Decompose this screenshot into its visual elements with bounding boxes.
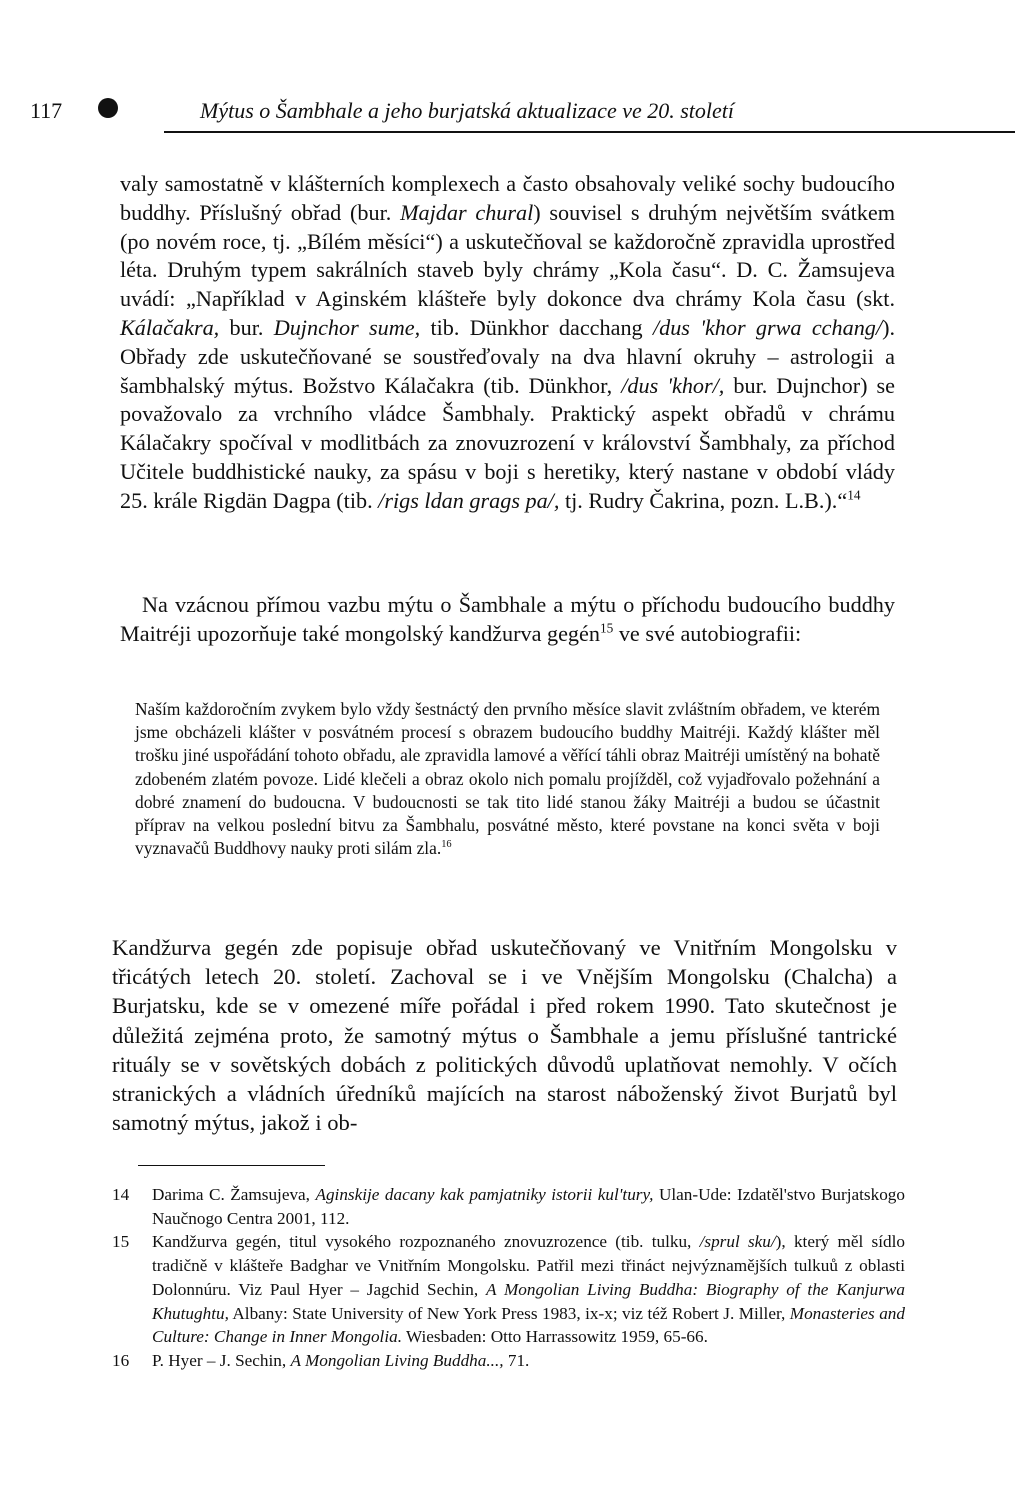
footnote-16 — [112, 1349, 905, 1373]
footnote-ref-14[interactable]: 14 — [847, 487, 861, 503]
page-number: 117 — [30, 98, 63, 123]
footnote-ref-15[interactable]: 15 — [599, 620, 614, 636]
footnote-number: 15 — [112, 1232, 130, 1252]
footnote-rule — [138, 1165, 325, 1166]
bullet-icon — [98, 98, 118, 118]
footnote-text: Darima C. Žamsujeva, Aginskije dacany kak pamjatniky istorii kul'tury, Ulan-Ude: Izdatěl'stvo Burjatskogo Naučnogo Centra 2001, 112. — [152, 1185, 905, 1228]
text-run: ve své autobiografii: — [613, 620, 802, 646]
footnote-text: P. Hyer – J. Sechin, A Mongolian Living Buddha..., 71. — [152, 1350, 530, 1370]
text-run: ). Obřady zde uskutečňované se soustřeďovaly na dva hlavní okruhy – astrologii a šambhalský mýtus. Božstvo Kálačakra (tib. Dünkhor, — [120, 314, 895, 398]
header-rule — [164, 131, 1015, 133]
block-quote — [135, 698, 880, 860]
italic-term: /dus 'khor/, — [621, 372, 725, 398]
running-header — [30, 98, 1015, 138]
paragraph-1 — [120, 170, 895, 516]
text-run: tib. Dünkhor dacchang — [420, 314, 653, 340]
paragraph-2 — [120, 591, 895, 649]
footnote-15 — [112, 1230, 905, 1349]
text-run: bur. Dujnchor) se považovalo za vrchního vládce Šambhaly. Praktický aspekt obřadů v chrámu Kálačakry spočíval v modlitbách za znovuzrození v království Šambhaly, za příchod Učitele buddhistické nauky, za spásu v boji s heretiky, který nastane v období vlády 25. krále Rigdän Dagpa (tib. — [120, 372, 895, 513]
footnotes — [112, 1183, 905, 1373]
italic-term: Dujnchor sume, — [273, 314, 421, 340]
paragraph-3-text: Kandžurva gegén zde popisuje obřad uskutečňovaný ve Vnitřním Mongolsku v třicátých letech 20. století. Zachoval se i ve Vnějším Mongolsku (Chalcha) a Burjatsku, kde se v omezené míře pořádal i před rokem 1990. Tato skutečnost je důležitá zejména proto, že samotný mýtus o Šambhale a jemu příslušné tantrické rituály se v sovětských dobách z politických důvodů uplatňovat nemohly. V očích stranických a vládních úředníků majících na starost náboženský život Burjatů byl samotný mýtus, jakož i ob- — [112, 935, 897, 1136]
italic-term: Majdar chural — [400, 199, 534, 225]
text-run: ) souvisel s druhým největším svátkem (po novém roce, tj. „Bílém měsíci“) a uskutečňoval se každoročně zpravidla uprostřed léta. Druhým typem sakrálních staveb byly chrámy „Kola času“. D. C. Žamsujeva uvádí: „Například v Aginském klášteře byly dokonce dva chrámy Kola času (skt. — [120, 199, 895, 312]
text-run: bur. — [219, 314, 274, 340]
paragraph-3 — [112, 933, 897, 1137]
footnote-ref-16[interactable]: 16 — [441, 839, 452, 851]
text-run: Na vzácnou přímou vazbu mýtu o Šambhale a mýtu o příchodu budoucího buddhy Maitréji upozorňuje také mongolský kandžurva gegén — [120, 592, 895, 646]
italic-term: /dus 'khor grwa cchang/ — [652, 314, 883, 340]
text-run: tj. Rudry Čakrina, pozn. L.B.).“ — [559, 487, 848, 513]
footnote-14 — [112, 1183, 905, 1230]
footnote-number: 16 — [112, 1350, 130, 1370]
quote-text: Naším každoročním zvykem bylo vždy šestnáctý den prvního měsíce slavit zvláštním obřadem, ve kterém jsme obcházeli klášter v posvátném procesí s obrazem budoucího buddhy Maitréji. Každý klášter měl trošku jiné uspořádání tohoto obřadu, ale zpravidla lamové a věřící táhli obraz Maitréji umístěný na bohatě zdobeném zlatém povoze. Lidé klečeli a obraz okolo nich pomalu projížděl, což vyjadřovalo požehnání a dobré znamení do budoucna. V budoucnosti se tak tito lidé stanou žáky Maitréji a budou se účastnit příprav na velkou poslední bitvu za Šambhalu, posvátné město, které povstane na konci světa v boji vyznavačů Buddhovy nauky proti silám zla. — [135, 699, 880, 859]
text-run: valy samostatně v klášterních komplexech a často obsahovaly veliké sochy budoucího buddhy. Příslušný obřad (bur. — [120, 171, 895, 225]
italic-term: Kálačakra, — [120, 314, 220, 340]
footnote-text: Kandžurva gegén, titul vysokého rozpoznaného znovuzrozence (tib. tulku, /sprul sku/), který měl sídlo tradičně v klášteře Badghar ve Vnitřním Mongolsku. Patřil mezi třináct nejvýznamějších tulkuů z oblasti Dolonnúru. Viz Paul Hyer – Jagchid Sechin, A Mongolian Living Buddha: Biography of the Kanjurwa Khutughtu, Albany: State University of New York Press 1983, ix-x; viz též Robert J. Miller, Monasteries and Culture: Change in Inner Mongolia. Wiesbaden: Otto Harrassowitz 1959, 65-66. — [152, 1232, 905, 1347]
italic-term: /rigs ldan grags pa/, — [378, 487, 560, 513]
running-title: Mýtus o Šambhale a jeho burjatská aktualizace ve 20. století — [200, 98, 735, 123]
footnote-number: 14 — [112, 1185, 130, 1204]
